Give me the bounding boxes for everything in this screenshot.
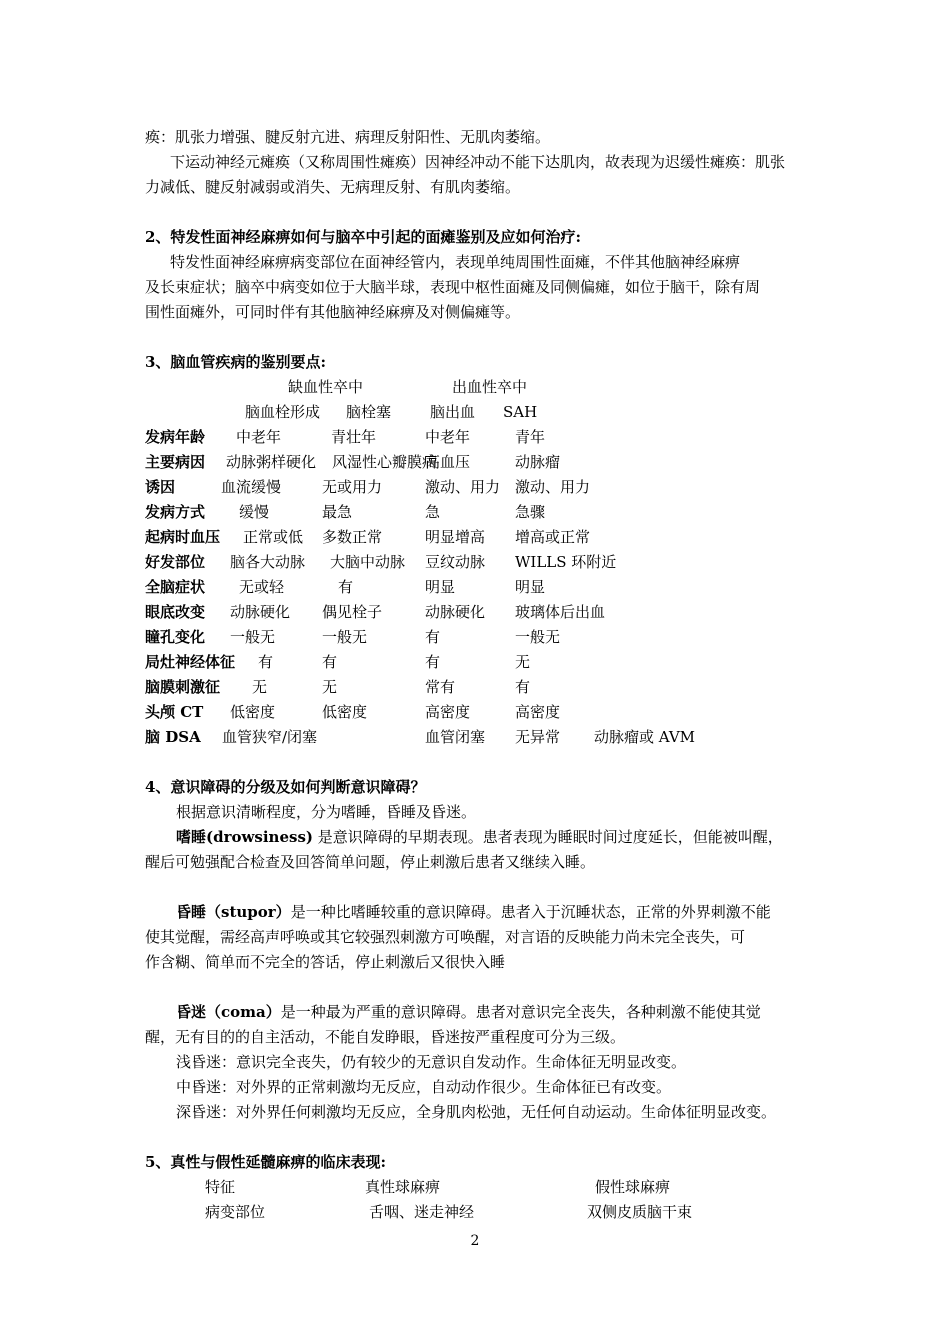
cell-embolism: 有	[338, 578, 354, 596]
stupor-term: 昏睡（stupor）	[176, 903, 291, 921]
cell-sah: WILLS 环附近	[515, 553, 617, 571]
stupor-text: 是一种比嗜睡较重的意识障碍。患者入于沉睡状态，正常的外界刺激不能	[290, 903, 771, 921]
cell-extra: 动脉瘤或 AVM	[594, 728, 696, 746]
s5-row1-true: 舌咽、迷走神经	[369, 1203, 475, 1221]
cell-embolism: 偶见栓子	[322, 603, 383, 621]
coma-text: 是一种最为严重的意识障碍。患者对意识完全丧失，各种刺激不能使其觉	[280, 1003, 761, 1021]
cell-thrombosis: 脑各大动脉	[230, 553, 306, 571]
row-label: 头颅 CT	[145, 703, 204, 721]
cell-hemorrhage: 高血压	[425, 453, 471, 471]
row-label: 局灶神经体征	[145, 653, 236, 671]
group-header-hemorrhagic: 出血性卒中	[452, 378, 528, 396]
cell-embolism: 多数正常	[322, 528, 383, 546]
cell-thrombosis: 正常或低	[243, 528, 304, 546]
section-3-heading: 3、脑血管疾病的鉴别要点:	[145, 353, 326, 371]
cell-hemorrhage: 有	[425, 628, 441, 646]
cell-thrombosis: 低密度	[230, 703, 276, 721]
cell-hemorrhage: 常有	[425, 678, 456, 696]
cell-embolism: 低密度	[322, 703, 368, 721]
intro-line-2: 下运动神经元瘫痪（又称周围性瘫痪）因神经冲动不能下达肌肉，故表现为迟缓性瘫痪：肌张	[170, 153, 786, 171]
row-label: 诱因	[145, 478, 176, 496]
deep-coma: 深昏迷：对外界任何刺激均无反应，全身肌肉松弛，无任何自动运动。生命体征明显改变。	[176, 1103, 777, 1121]
cell-sah: 动脉瘤	[515, 453, 561, 471]
intro-line-1: 痪：肌张力增强、腱反射亢进、病理反射阳性、无肌肉萎缩。	[145, 128, 551, 146]
coma-term: 昏迷（coma）	[176, 1003, 281, 1021]
stupor-line-3: 作含糊、简单而不完全的答话，停止刺激后又很快入睡	[145, 953, 506, 971]
cell-embolism: 无或用力	[322, 478, 383, 496]
cell-embolism: 大脑中动脉	[330, 553, 406, 571]
stupor-line-1	[176, 902, 771, 922]
cell-hemorrhage: 高密度	[425, 703, 471, 721]
s5-row1-feature: 病变部位	[205, 1203, 266, 1221]
sub-header-embolism: 脑栓塞	[346, 403, 392, 421]
s5-header-feature: 特征	[205, 1178, 236, 1196]
cell-sah: 无	[515, 653, 531, 671]
cell-hemorrhage: 急	[425, 503, 441, 521]
coma-line-1	[176, 1002, 761, 1022]
section-2-heading: 2、特发性面神经麻痹如何与脑卒中引起的面瘫鉴别及应如何治疗:	[145, 228, 581, 246]
row-label: 好发部位	[145, 553, 206, 571]
coma-line-2: 醒，无有目的的自主活动，不能自发睁眼，昏迷按严重程度可分为三级。	[145, 1028, 626, 1046]
intro-line-3: 力减低、腱反射减弱或消失、无病理反射、有肌肉萎缩。	[145, 178, 521, 196]
drowsiness-line-2: 醒后可勉强配合检查及回答简单问题，停止刺激后患者又继续入睡。	[145, 853, 596, 871]
cell-hemorrhage: 激动、用力	[425, 478, 501, 496]
cell-thrombosis: 一般无	[230, 628, 276, 646]
cell-hemorrhage: 明显	[425, 578, 456, 596]
cell-embolism: 有	[322, 653, 338, 671]
sub-header-thrombosis: 脑血栓形成	[245, 403, 321, 421]
drowsiness-text: 是意识障碍的早期表现。患者表现为睡眠时间过度延长，但能被叫醒，	[313, 828, 783, 846]
cell-sah: 明显	[515, 578, 546, 596]
cell-hemorrhage: 有	[425, 653, 441, 671]
section-5-heading: 5、真性与假性延髓麻痹的临床表现:	[145, 1153, 386, 1171]
cell-thrombosis: 动脉硬化	[230, 603, 291, 621]
cell-sah: 高密度	[515, 703, 561, 721]
cell-hemorrhage: 中老年	[425, 428, 471, 446]
sub-header-sah: SAH	[503, 403, 538, 421]
row-label: 脑 DSA	[145, 728, 201, 746]
cell-thrombosis: 无	[252, 678, 268, 696]
cell-thrombosis: 血流缓慢	[221, 478, 282, 496]
cell-sah: 有	[515, 678, 531, 696]
cell-thrombosis: 血管狭窄/闭塞	[222, 728, 318, 746]
section-4-intro: 根据意识清晰程度，分为嗜睡，昏睡及昏迷。	[176, 803, 477, 821]
group-header-ischemic: 缺血性卒中	[288, 378, 364, 396]
section-4-heading: 4、意识障碍的分级及如何判断意识障碍？	[145, 778, 426, 796]
row-label: 发病年龄	[145, 428, 206, 446]
section-2-para-line-1: 特发性面神经麻痹病变部位在面神经管内，表现单纯周围性面瘫，不伴其他脑神经麻痹	[170, 253, 741, 271]
s5-row1-pseudo: 双侧皮质脑干束	[587, 1203, 693, 1221]
cell-embolism: 最急	[322, 503, 353, 521]
cell-thrombosis: 有	[258, 653, 274, 671]
cell-embolism: 青壮年	[331, 428, 377, 446]
row-label: 瞳孔变化	[145, 628, 206, 646]
row-label: 主要病因	[145, 453, 206, 471]
cell-hemorrhage: 明显增高	[425, 528, 486, 546]
cell-sah: 一般无	[515, 628, 561, 646]
cell-embolism: 风湿性心瓣膜病	[332, 453, 438, 471]
drowsiness-line-1	[176, 827, 783, 847]
cell-embolism: 一般无	[322, 628, 368, 646]
cell-hemorrhage: 豆纹动脉	[425, 553, 486, 571]
s5-header-true: 真性球麻痹	[365, 1178, 441, 1196]
cell-sah: 增高或正常	[515, 528, 591, 546]
moderate-coma: 中昏迷：对外界的正常刺激均无反应，自动动作很少。生命体征已有改变。	[176, 1078, 672, 1096]
cell-hemorrhage: 血管闭塞	[425, 728, 486, 746]
cell-sah: 激动、用力	[515, 478, 591, 496]
cell-thrombosis: 缓慢	[239, 503, 270, 521]
section-2-para-line-2: 及长束症状；脑卒中病变如位于大脑半球，表现中枢性面瘫及同侧偏瘫，如位于脑干，除有周	[145, 278, 761, 296]
light-coma: 浅昏迷：意识完全丧失，仍有较少的无意识自发动作。生命体征无明显改变。	[176, 1053, 687, 1071]
cell-hemorrhage: 动脉硬化	[425, 603, 486, 621]
sub-header-hemorrhage: 脑出血	[430, 403, 476, 421]
cell-thrombosis: 无或轻	[239, 578, 285, 596]
cell-sah: 青年	[515, 428, 546, 446]
cell-sah: 玻璃体后出血	[515, 603, 606, 621]
cell-thrombosis: 中老年	[236, 428, 282, 446]
drowsiness-term: 嗜睡(drowsiness)	[176, 828, 313, 846]
row-label: 眼底改变	[145, 603, 206, 621]
row-label: 脑膜刺激征	[145, 678, 221, 696]
stupor-line-2: 使其觉醒，需经高声呼唤或其它较强烈刺激方可唤醒，对言语的反映能力尚未完全丧失，可	[145, 928, 746, 946]
s5-header-pseudo: 假性球麻痹	[595, 1178, 671, 1196]
page-number: 2	[470, 1233, 480, 1249]
row-label: 全脑症状	[145, 578, 206, 596]
section-2-para-line-3: 围性面瘫外，可同时伴有其他脑神经麻痹及对侧偏瘫等。	[145, 303, 521, 321]
row-label: 发病方式	[145, 503, 206, 521]
cell-embolism: 无	[322, 678, 338, 696]
cell-sah: 急骤	[515, 503, 546, 521]
cell-thrombosis: 动脉粥样硬化	[226, 453, 317, 471]
row-label: 起病时血压	[145, 528, 221, 546]
cell-sah: 无异常	[515, 728, 561, 746]
